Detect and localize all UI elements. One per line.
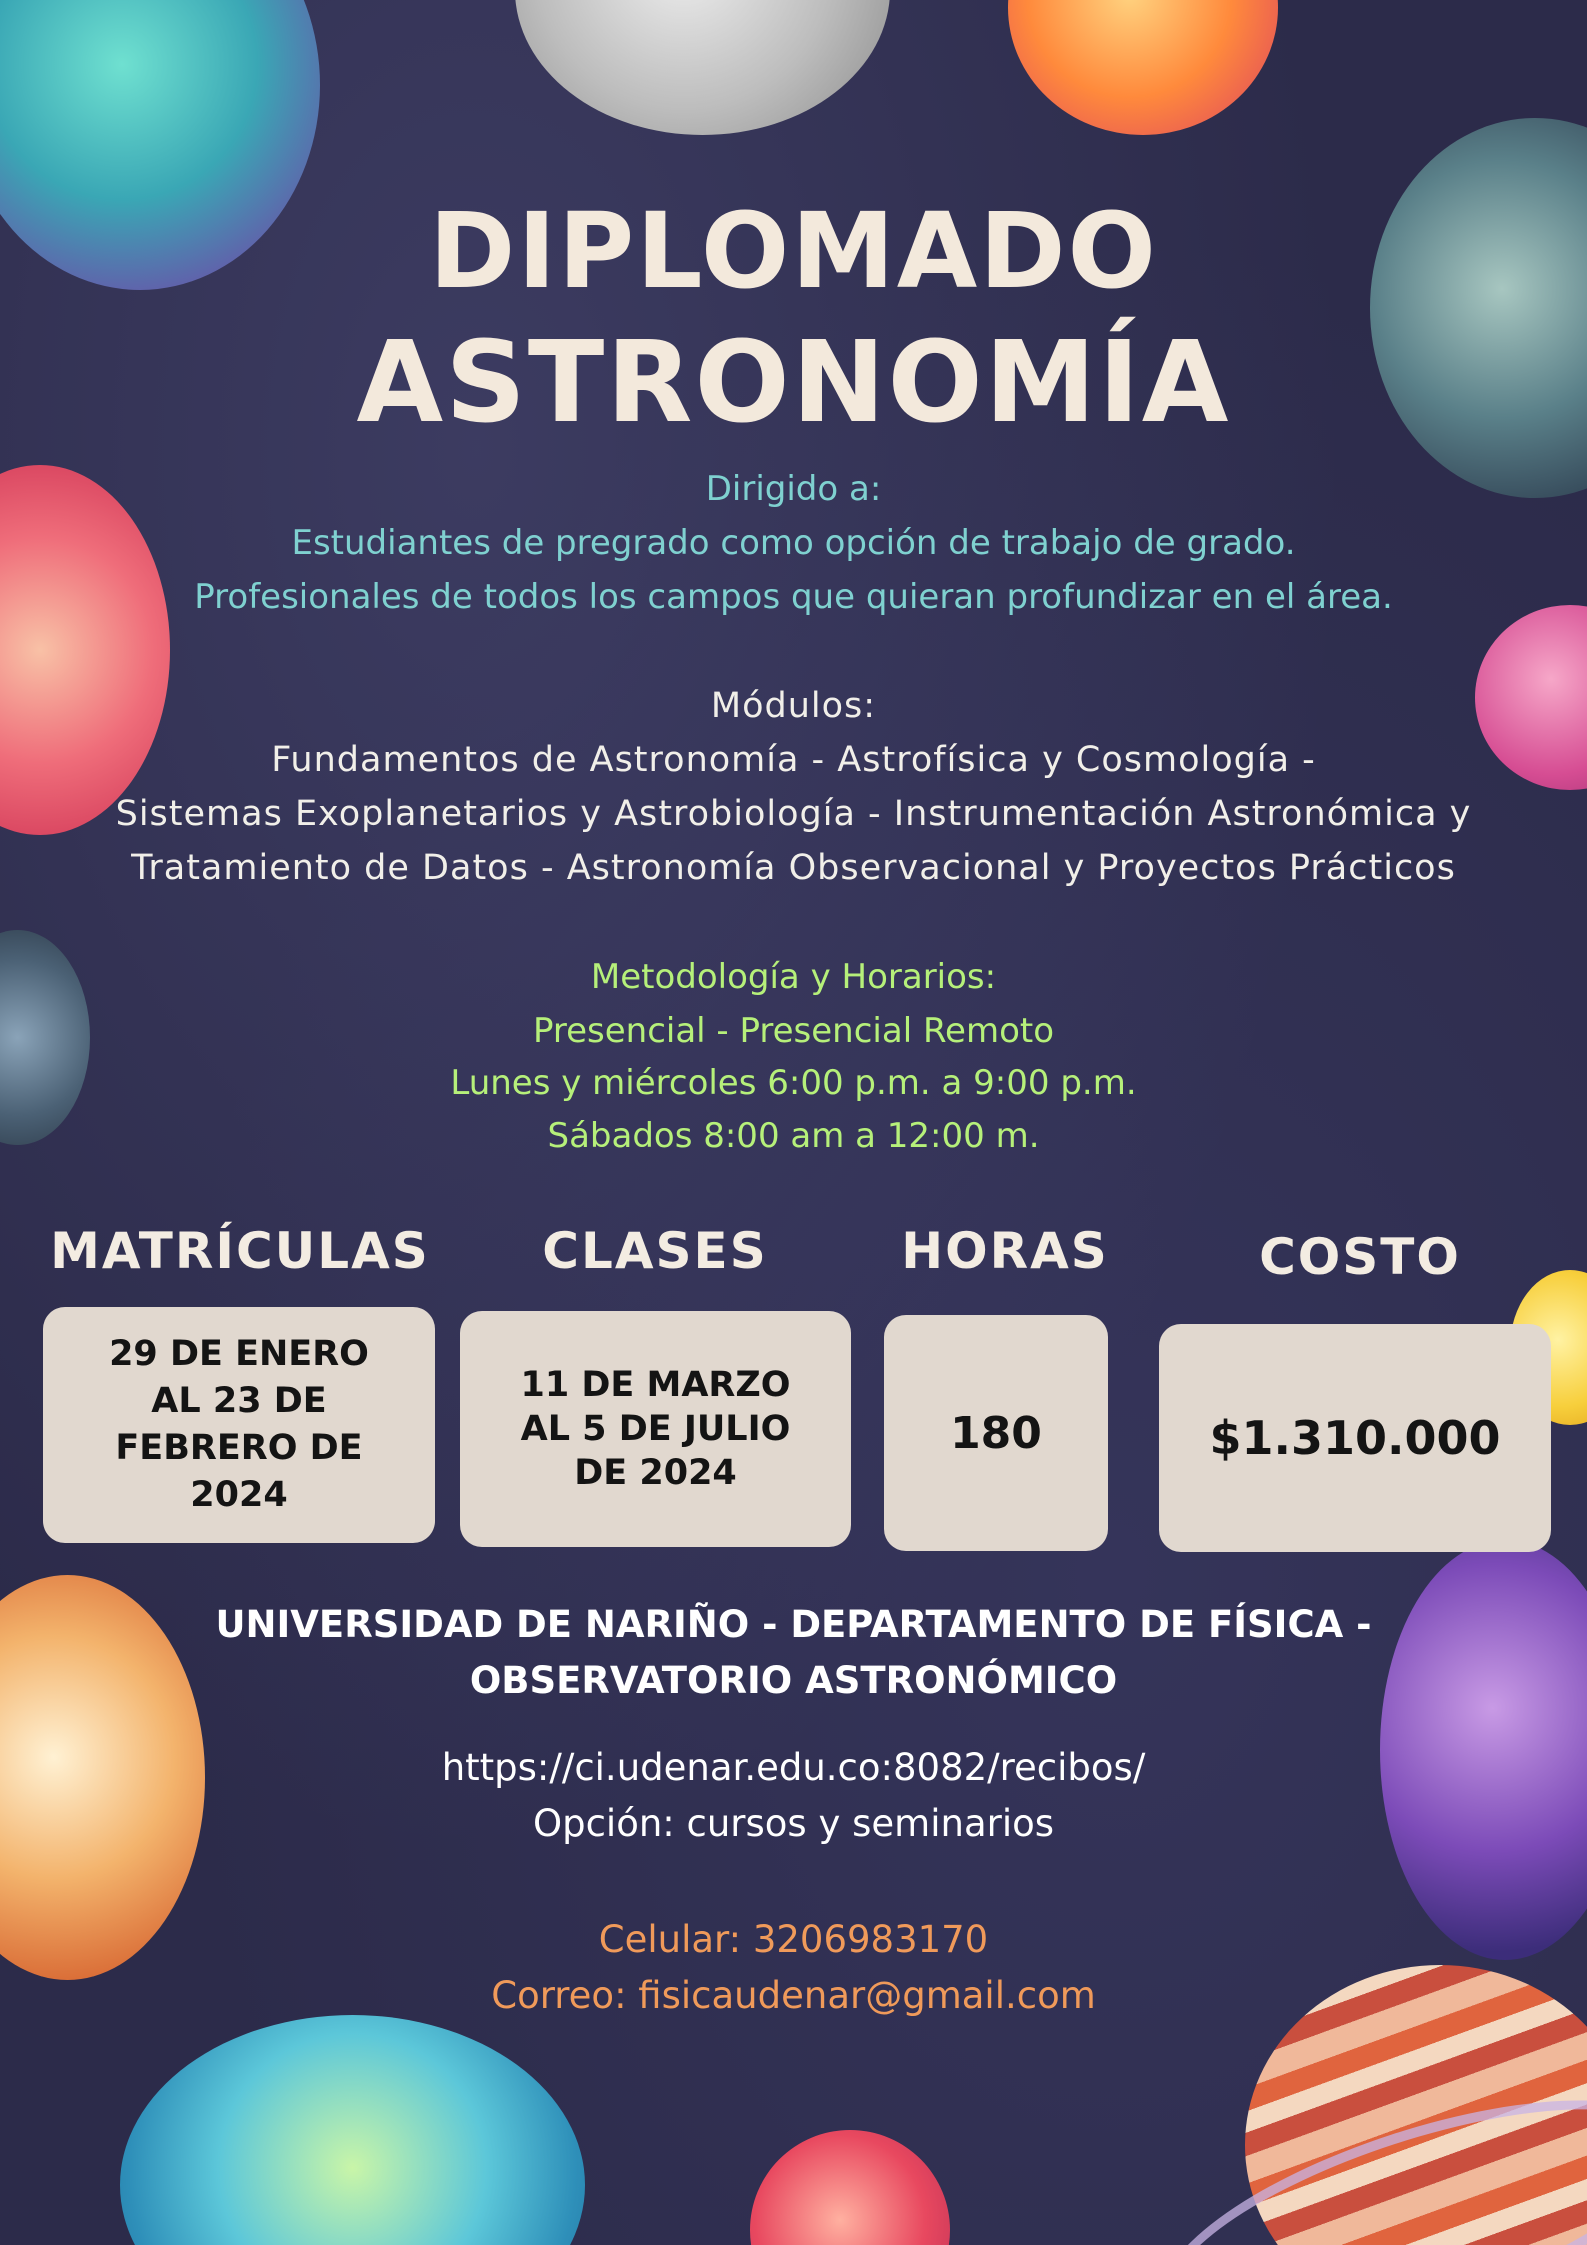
registration-option: Opción: cursos y seminarios <box>532 1802 1055 1845</box>
audience-heading: Dirigido a: <box>705 469 882 509</box>
cost-heading: COSTO <box>1259 1228 1461 1286</box>
classes-value: 11 DE MARZO AL 5 DE JULIO DE 2024 <box>520 1365 791 1493</box>
institution-line-2: OBSERVATORIO ASTRONÓMICO <box>469 1659 1118 1702</box>
grey-moon-icon <box>515 0 890 135</box>
enrollment-value: 29 DE ENERO AL 23 DE FEBRERO DE 2024 <box>109 1334 369 1515</box>
contact-email[interactable]: Correo: fisicaudenar@gmail.com <box>491 1974 1096 2017</box>
classes-box <box>460 1311 851 1547</box>
institution-line-1: UNIVERSIDAD DE NARIÑO - DEPARTAMENTO DE FÍSICA - <box>215 1603 1372 1646</box>
modules-heading: Módulos: <box>710 686 877 726</box>
green-blue-planet-icon <box>120 2015 585 2245</box>
enrollment-heading: MATRÍCULAS <box>50 1222 430 1280</box>
registration-url[interactable]: https://ci.udenar.edu.co:8082/recibos/ <box>441 1746 1146 1789</box>
title-line-1: DIPLOMADO <box>429 190 1158 312</box>
modules-line-3: Tratamiento de Datos - Astronomía Observacional y Proyectos Prácticos <box>131 848 1456 888</box>
methodology-line-2: Lunes y miércoles 6:00 p.m. a 9:00 p.m. <box>450 1063 1137 1103</box>
hours-value: 180 <box>950 1407 1042 1459</box>
contact-phone: Celular: 3206983170 <box>598 1918 989 1961</box>
classes-heading: CLASES <box>542 1222 768 1280</box>
methodology-line-1: Presencial - Presencial Remoto <box>532 1011 1055 1051</box>
cost-value: $1.310.000 <box>1209 1411 1501 1465</box>
modules-line-2: Sistemas Exoplanetarios y Astrobiología - Instrumentación Astronómica y <box>115 794 1472 834</box>
enrollment-box <box>43 1307 435 1543</box>
cost-box <box>1159 1324 1551 1552</box>
methodology-line-3: Sábados 8:00 am a 12:00 m. <box>547 1116 1040 1156</box>
hours-heading: HORAS <box>901 1222 1109 1280</box>
hours-box <box>884 1315 1108 1551</box>
audience-line-2: Profesionales de todos los campos que quieran profundizar en el área. <box>194 577 1393 617</box>
modules-line-1: Fundamentos de Astronomía - Astrofísica y Cosmología - <box>271 740 1316 780</box>
methodology-heading: Metodología y Horarios: <box>590 957 997 997</box>
red-pink-planet-icon <box>750 2130 950 2245</box>
orange-planet-icon <box>1008 0 1278 135</box>
audience-line-1: Estudiantes de pregrado como opción de trabajo de grado. <box>291 523 1296 563</box>
title-line-2: ASTRONOMÍA <box>356 318 1231 448</box>
